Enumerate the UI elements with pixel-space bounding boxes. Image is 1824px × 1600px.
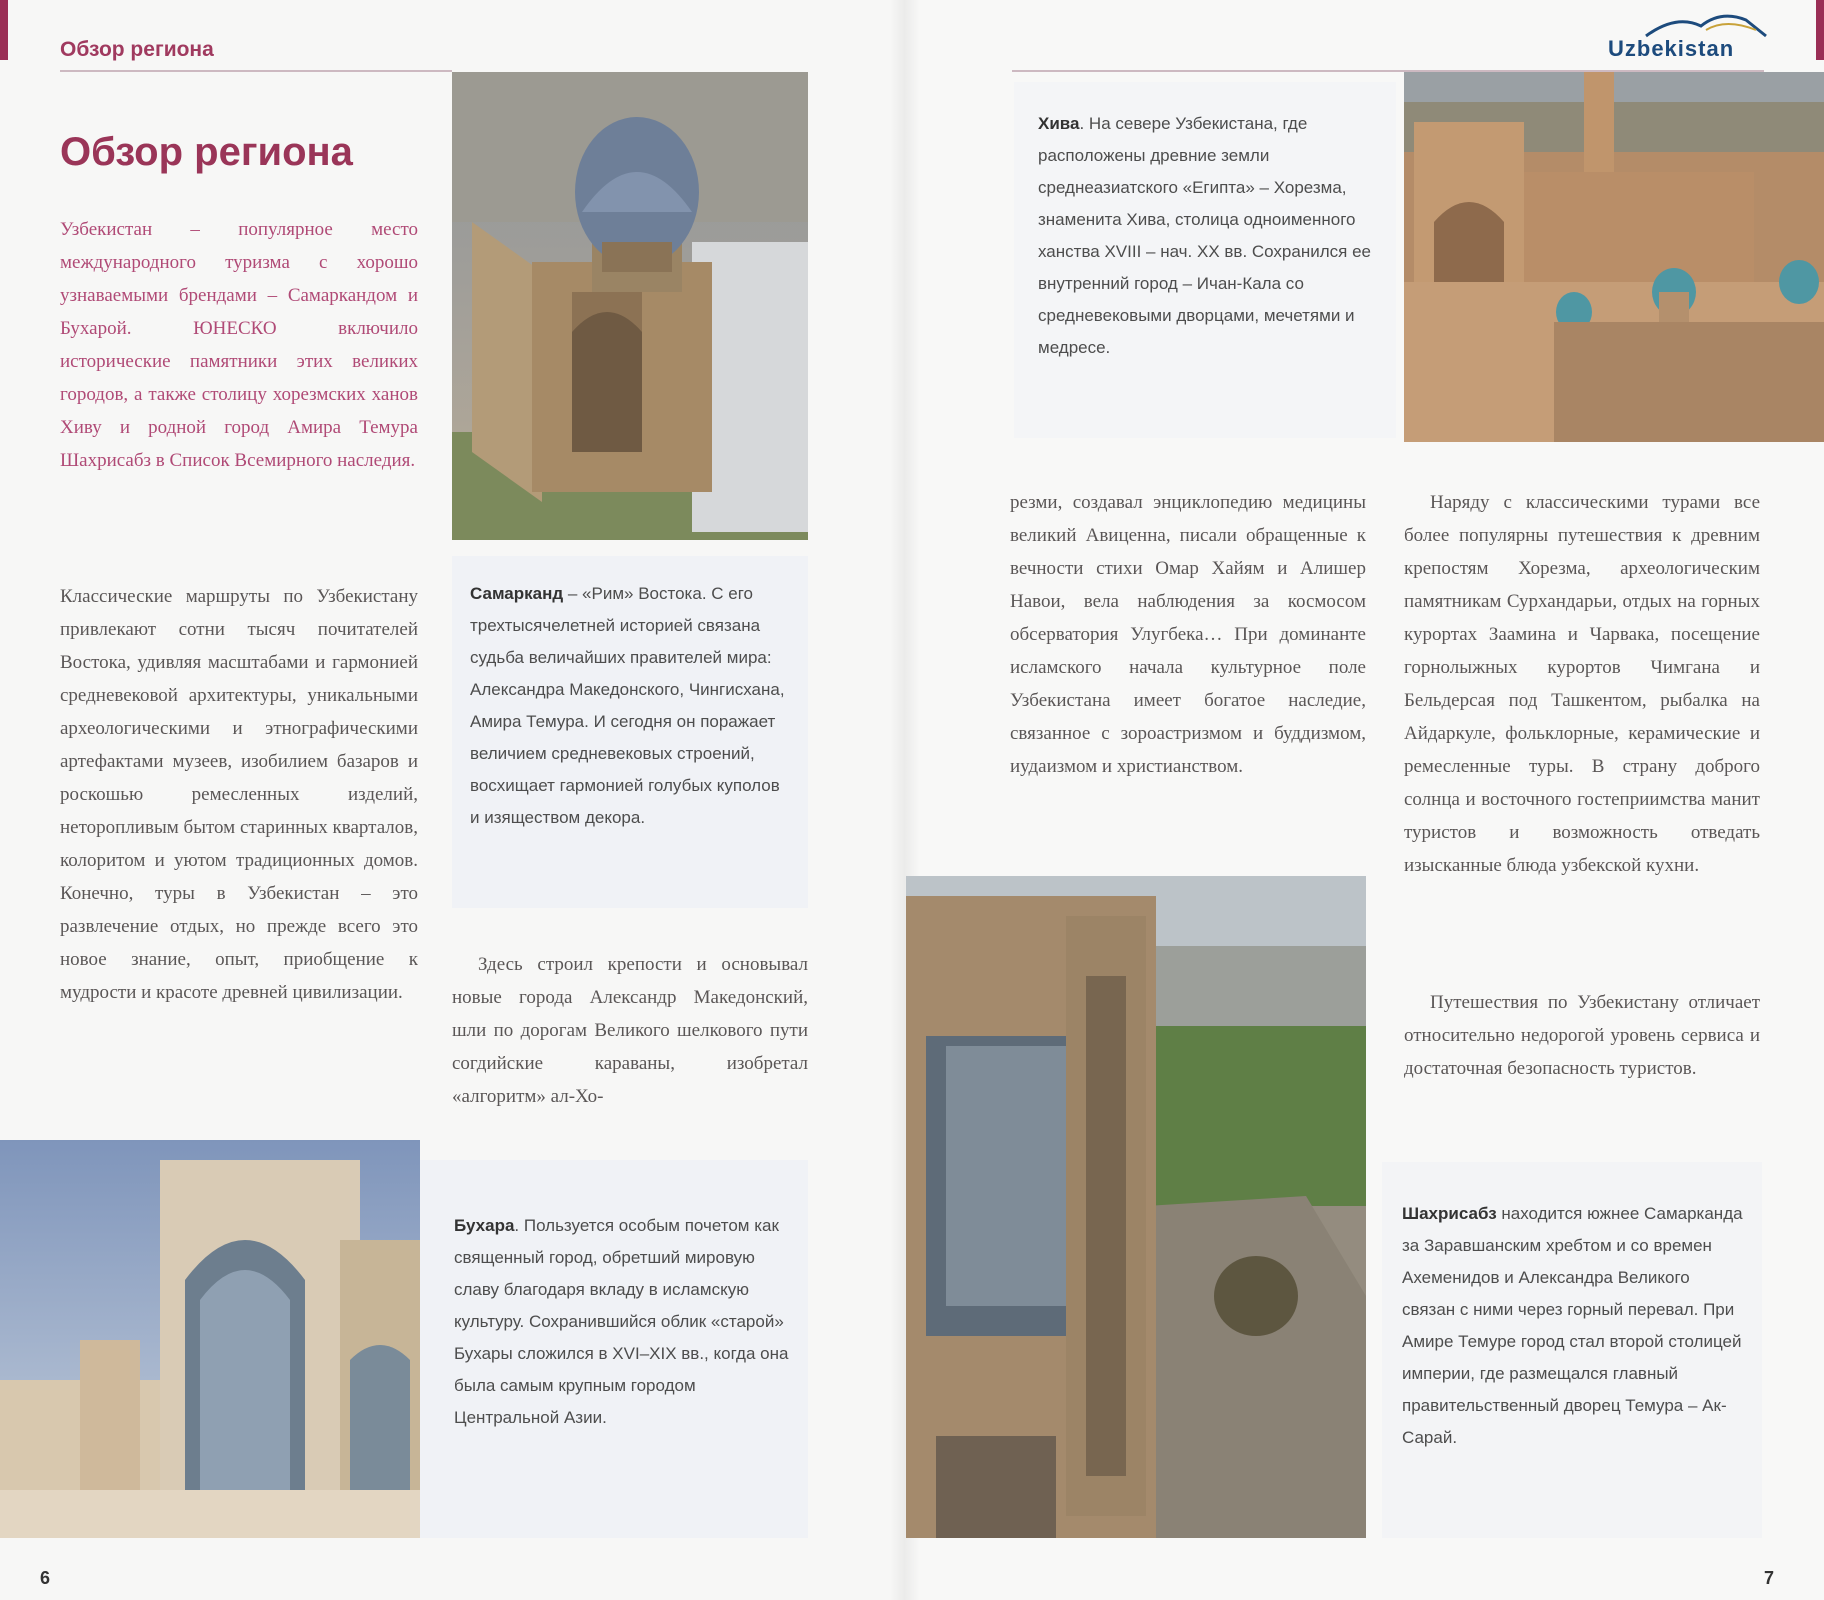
page-number-right: 7 (1764, 1568, 1775, 1588)
shakhrisabz-caption (1402, 1198, 1746, 1454)
samarkand-caption-text: – «Рим» Востока. С его трехтысячелетней историей связана судьба величайших правителей мира: Александра Македонского, Чингисхана, Амира Темура. И сегодня он поражает величием средневековых строений, восхищает гармонией голубых куполов и изяществом декора. (470, 584, 785, 827)
edge-bar-left (0, 0, 8, 60)
samarkand-caption (470, 578, 790, 834)
khiva-photo (1404, 72, 1824, 442)
samarkand-photo (452, 72, 808, 540)
khiva-caption-title: Хива (1038, 114, 1080, 133)
uzbekistan-logo (1606, 6, 1768, 66)
running-head: Обзор региона (60, 38, 214, 61)
routes-paragraph: Классические маршруты по Узбекистану привлекают сотни тысяч почитателей Востока, удивляя масштабами и гармонией средневековой архитектуры, уникальными археологическими и этнографическими артефактами музеев, изобилием базаров и роскошью ремесленных изделий, неторопливым бытом старинных кварталов, колоритом и уютом традиционных домов. Конечно, туры в Узбекистан – это развлечение отдых, но прежде всего это новое знание, опыт, приобщение к мудрости и красоте древней цивилизации. (60, 586, 418, 1003)
edge-bar-right (1816, 0, 1824, 60)
page-number-left: 6 (40, 1568, 51, 1588)
page-title: Обзор региона (60, 130, 353, 174)
bukhara-caption (454, 1210, 794, 1434)
shakhrisabz-photo (906, 876, 1366, 1538)
khiva-caption-text: . На севере Узбекистана, где расположены древние земли среднеазиатского «Египта» – Хорезма, знаменита Хива, столица одноименного ханства XVIII – нач. XX вв. Сохранился ее внутренний город – Ичан-Кала со средневековыми дворцами, мечетями и медресе. (1038, 114, 1371, 357)
service-paragraph: Путешествия по Узбекистану отличает относительно недорогой уровень сервиса и достаточная безопасность туристов. (1404, 992, 1760, 1079)
shakhrisabz-caption-title: Шахрисабз (1402, 1204, 1497, 1223)
history-paragraph-continued: резми, создавал энциклопедию медицины великий Авиценна, писали обращенные к вечности стихи Омар Хайям и Алишер Навои, вела наблюдения за космосом обсерватория Улугбека… При доминанте исламского начала культурное поле Узбекистана имеет богатое наследие, связанное с зороастризмом и буддизмом, иудаизмом и христианством. (1010, 492, 1366, 777)
bukhara-caption-title: Бухара (454, 1216, 515, 1235)
samarkand-caption-title: Самарканд (470, 584, 564, 603)
history-paragraph-start: Здесь строил крепости и основывал новые города Александр Македонский, шли по дорогам Великого шелкового пути согдийские караваны, изобретал «алгоритм» ал-Хо- (452, 954, 808, 1107)
logo-text: Uzbekistan (1608, 36, 1735, 61)
tours-paragraph: Наряду с классическими турами все более популярны путешествия к древним крепостям Хорезма, археологическим памятникам Сурхандарьи, отдых на горных курортах Заамина и Чарвака, посещение горнолыжных курортов Чимгана и Бельдерсая под Ташкентом, рыбалка на Айдаркуле, фольклорные, керамические и ремесленные туры. В страну доброго солнца и восточного гостеприимства манит туристов и возможность отведать изысканные блюда узбекской кухни. (1404, 492, 1760, 876)
shakhrisabz-caption-text: находится южнее Самарканда за Заравшанским хребтом и со времен Ахеменидов и Александра Великого связан с ними через горный перевал. При Амире Темуре город стал второй столицей империи, где размещался главный правительственный дворец Темура – Ак-Сарай. (1402, 1204, 1743, 1447)
bukhara-photo (0, 1140, 420, 1538)
intro-paragraph: Узбекистан – популярное место международного туризма с хорошо узнаваемыми брендами – Самаркандом и Бухарой. ЮНЕСКО включило исторические памятники этих великих городов, а также столицу хорезмских ханов Хиву и родной город Амира Темура Шахрисабз в Список Всемирного наследия. (60, 219, 418, 471)
header-rule-left (60, 70, 452, 72)
khiva-caption (1038, 108, 1374, 364)
bukhara-caption-text: . Пользуется особым почетом как священный город, обретший мировую славу благодаря вкладу в исламскую культуру. Сохранившийся облик «старой» Бухары сложился в XVI–XIX вв., когда она была самым крупным городом Центральной Азии. (454, 1216, 789, 1427)
